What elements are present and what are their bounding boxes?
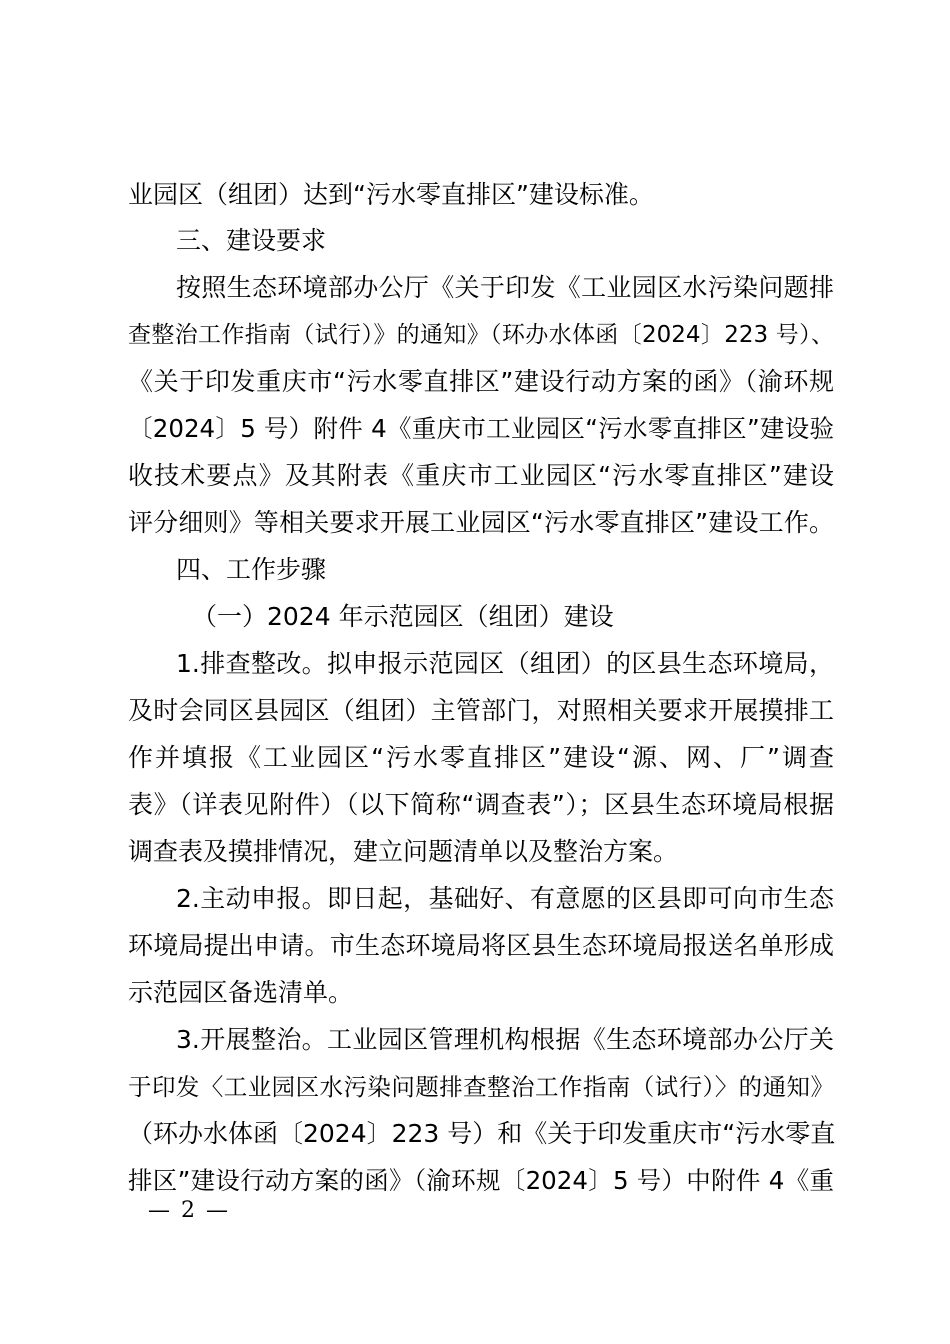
section-heading: 四、工作步骤 [176, 555, 327, 584]
text-line: 及时会同区县园区（组团）主管部门，对照相关要求开展摸排工 [128, 696, 834, 725]
text-line: 《关于印发重庆市“污水零直排区”建设行动方案的函》（渝环规 [128, 367, 834, 396]
text-line: 排区”建设行动方案的函》（渝环规〔2024〕5 号）中附件 4《重 [128, 1166, 834, 1195]
text-line: 于印发〈工业园区水污染问题排查整治工作指南（试行）〉的通知》 [128, 1073, 834, 1101]
text-line: 2.主动申报。即日起，基础好、有意愿的区县即可向市生态 [176, 884, 834, 913]
section-heading: 三、建设要求 [176, 226, 327, 255]
subsection-heading: （一）2024 年示范园区（组团）建设 [192, 602, 614, 631]
text-line: 查整治工作指南（试行）》的通知》（环办水体函〔2024〕223 号）、 [128, 322, 834, 348]
text-line: 表》（详表见附件）（以下简称“调查表”）；区县生态环境局根据 [128, 790, 834, 819]
text-line: 评分细则》等相关要求开展工业园区“污水零直排区”建设工作。 [128, 508, 834, 537]
text-line: 示范园区备选清单。 [128, 978, 354, 1007]
text-line: 调查表及摸排情况，建立问题清单以及整治方案。 [128, 837, 679, 866]
text-line: （环办水体函〔2024〕223 号）和《关于印发重庆市“污水零直 [128, 1119, 836, 1148]
text-line: 1.排查整改。拟申报示范园区（组团）的区县生态环境局， [176, 649, 834, 678]
text-line: 作并填报《工业园区“污水零直排区”建设“源、网、厂”调查 [128, 743, 834, 772]
text-line: 按照生态环境部办公厅《关于印发《工业园区水污染问题排 [176, 273, 834, 302]
page-number: — 2 — [148, 1198, 230, 1223]
text-line: 3.开展整治。工业园区管理机构根据《生态环境部办公厅关 [176, 1025, 834, 1054]
text-line: 收技术要点》及其附表《重庆市工业园区“污水零直排区”建设 [128, 461, 834, 490]
text-line: 〔2024〕5 号）附件 4《重庆市工业园区“污水零直排区”建设验 [128, 414, 834, 443]
text-line: 业园区（组团）达到“污水零直排区”建设标准。 [128, 180, 654, 209]
text-line: 环境局提出申请。市生态环境局将区县生态环境局报送名单形成 [128, 931, 834, 960]
